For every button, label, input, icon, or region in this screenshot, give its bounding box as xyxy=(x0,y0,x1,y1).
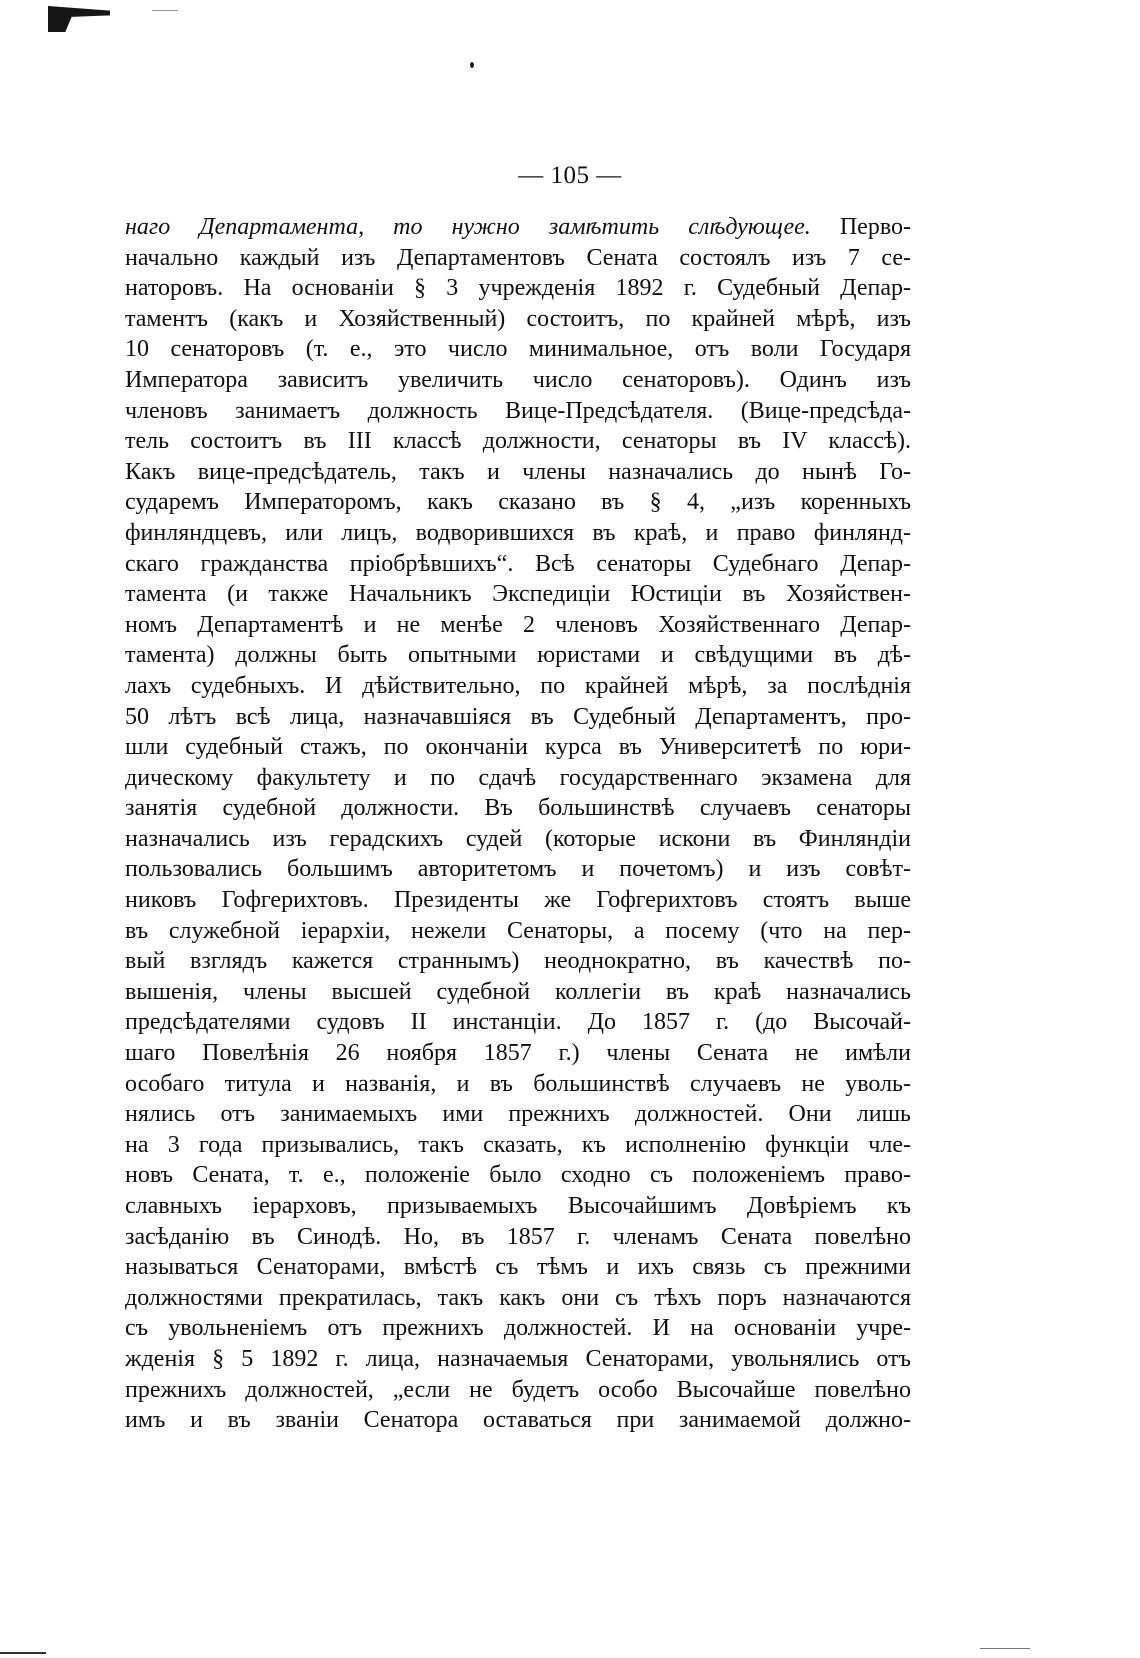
body-text xyxy=(125,212,911,1436)
text-line: пользовались большимъ авторитетомъ и почетомъ) и изъ совѣт- xyxy=(125,856,911,883)
scan-artifact-line xyxy=(152,10,178,11)
text-line: номъ Департаментѣ и не менѣе 2 членовъ Хозяйственнаго Депар- xyxy=(125,611,911,638)
text-line: новъ Сената, т. е., положенiе было сходно съ положенiемъ право- xyxy=(125,1162,911,1189)
text-line: лахъ судебныхъ. И дѣйствительно, по крайней мѣрѣ, за послѣднiя xyxy=(125,672,911,699)
text-line: Какъ вице-предсѣдатель, такъ и члены назначались до нынѣ Го- xyxy=(125,458,911,485)
text-line: нялись отъ занимаемыхъ ими прежнихъ должностей. Они лишь xyxy=(125,1101,911,1128)
text-line: вышенiя, члены высшей судебной коллегiи въ краѣ назначались xyxy=(125,978,911,1005)
text-line: вый взглядъ кажется страннымъ) неоднократно, въ качествѣ по- xyxy=(125,948,911,975)
text-line: дическому факультету и по сдачѣ государственнаго экзамена для xyxy=(125,764,911,791)
scan-artifact-dot xyxy=(470,62,474,68)
text-line: на 3 года призывались, такъ сказать, къ исполненiю функцiи чле- xyxy=(125,1131,911,1158)
text-line xyxy=(125,212,911,243)
text-line: 50 лѣтъ всѣ лица, назначавшiяся въ Судебный Департаментъ, про- xyxy=(125,703,911,730)
text-line: назначались изъ герадскихъ судей (которые искони въ Финляндiи xyxy=(125,825,911,852)
text-line: начально каждый изъ Департаментовъ Сената состоялъ изъ 7 се- xyxy=(125,244,911,271)
text-line: славныхъ iерарховъ, призываемыхъ Высочайшимъ Довѣрiемъ къ xyxy=(125,1193,911,1219)
text-line: финляндцевъ, или лицъ, водворившихся въ краѣ, и право финлянд- xyxy=(125,519,911,546)
text-line: особаго титула и названiя, и въ большинствѣ случаевъ не уволь- xyxy=(125,1070,911,1097)
text-line: скаго гражданства прiобрѣвшихъ“. Всѣ сенаторы Судебнаго Депар- xyxy=(125,550,911,577)
text-line: засѣданiю въ Синодѣ. Но, въ 1857 г. членамъ Сената повелѣно xyxy=(125,1223,911,1250)
text-line: называться Сенаторами, вмѣстѣ съ тѣмъ и ихъ связь съ прежними xyxy=(125,1254,911,1281)
scan-artifact-mark xyxy=(48,6,110,32)
text-line: жденiя § 5 1892 г. лица, назначаемыя Сенаторами, увольнялись отъ xyxy=(125,1345,911,1372)
text-line: никовъ Гофгерихтовъ. Президенты же Гофгерихтовъ стоятъ выше xyxy=(125,887,911,914)
text-line: тамента (и также Начальникъ Экспедицiи Юстицiи въ Хозяйствен- xyxy=(125,581,911,608)
scan-artifact-line xyxy=(0,1652,46,1654)
text-line: въ служебной iерархiи, нежели Сенаторы, а посему (что на пер- xyxy=(125,917,911,944)
text-line: сударемъ Императоромъ, какъ сказано въ § 4, „изъ коренныхъ xyxy=(125,489,911,516)
text-line: шаго Повелѣнiя 26 ноября 1857 г.) члены Сената не имѣли xyxy=(125,1040,911,1067)
text-line: Императора зависитъ увеличить число сенаторовъ). Одинъ изъ xyxy=(125,366,911,393)
text-line: 10 сенаторовъ (т. е., это число минимальное, отъ воли Государя xyxy=(125,336,911,363)
text-line: тамента) должны быть опытными юристами и свѣдущими въ дѣ- xyxy=(125,642,911,669)
text-line: прежнихъ должностей, „если не будетъ особо Высочайше повелѣно xyxy=(125,1376,911,1403)
text-line: занятiя судебной должности. Въ большинствѣ случаевъ сенаторы xyxy=(125,795,911,822)
text-line: членовъ занимаетъ должность Вице-Предсѣдателя. (Вице-предсѣда- xyxy=(125,397,911,424)
text-line: съ увольненiемъ отъ прежнихъ должностей. И на основанiи учре- xyxy=(125,1315,911,1342)
italic-lead-text: наго Департамента, то нужно замѣтить слѣдующее. xyxy=(125,214,811,240)
page-number: — 105 — xyxy=(518,162,622,189)
text-line: наторовъ. На основанiи § 3 учрежденiя 1892 г. Судебный Депар- xyxy=(125,275,911,302)
text-line: имъ и въ званiи Сенатора оставаться при занимаемой должно- xyxy=(125,1407,911,1434)
text-line: таментъ (какъ и Хозяйственный) состоитъ, по крайней мѣрѣ, изъ xyxy=(125,305,911,332)
lead-text-rest: Перво- xyxy=(810,214,911,240)
text-line: должностями прекратилась, такъ какъ они съ тѣхъ поръ назначаются xyxy=(125,1284,911,1311)
text-line: шли судебный стажъ, по окончанiи курса въ Университетѣ по юри- xyxy=(125,734,911,761)
text-line: тель состоитъ въ III классѣ должности, сенаторы въ IV классѣ). xyxy=(125,428,911,455)
text-line: предсѣдателями судовъ II инстанцiи. До 1857 г. (до Высочай- xyxy=(125,1009,911,1036)
scan-artifact-line xyxy=(980,1648,1030,1649)
